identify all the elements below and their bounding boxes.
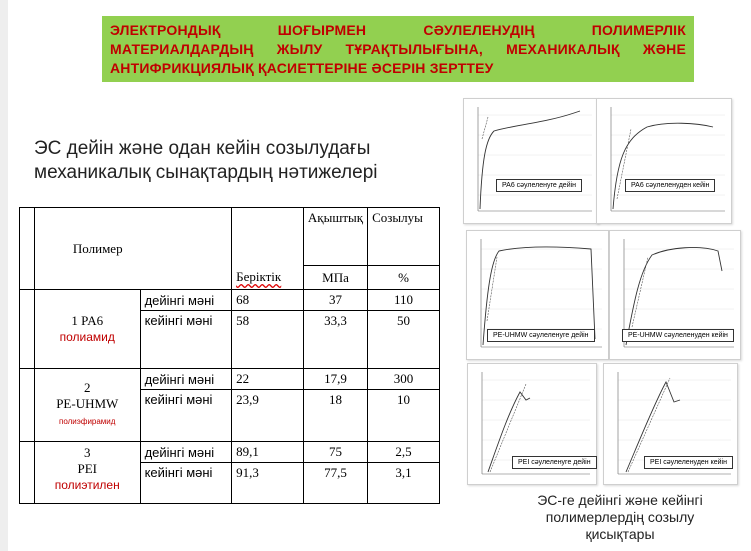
- chart-label: PA6 сәулеленуге дейін: [496, 179, 582, 192]
- row-2-before-strength: 22: [232, 369, 304, 390]
- row-3-before-yield: 75: [303, 442, 367, 463]
- row-1-name: PA6: [81, 313, 104, 328]
- slide-left-gutter: [0, 0, 8, 551]
- row-1-before-elongation: 110: [368, 290, 440, 311]
- row-1-before-strength: 68: [232, 290, 304, 311]
- row-3-before-elongation: 2,5: [368, 442, 440, 463]
- row-1-after-strength: 58: [232, 311, 304, 369]
- table-header-row: [20, 208, 440, 266]
- row-2-number: 2: [84, 380, 91, 395]
- header-strength: [232, 208, 304, 290]
- row-3-before-strength: 89,1: [232, 442, 304, 463]
- header-yield: Ақыштық: [303, 208, 367, 266]
- chart-pei-before: [467, 363, 597, 485]
- table-row: [20, 442, 440, 463]
- row-2-after-label: кейінгі мәні: [140, 390, 232, 442]
- row-2-before-elongation: 300: [368, 369, 440, 390]
- row-1-after-elongation: 50: [368, 311, 440, 369]
- row-3-before-label: дейінгі мәні: [140, 442, 232, 463]
- slide-title: [102, 16, 694, 82]
- row-3-number: 3: [84, 445, 91, 460]
- row-1-after-label: кейінгі мәні: [140, 311, 232, 369]
- header-strength-label: Беріктік: [236, 269, 282, 284]
- row-1-number: 1: [71, 313, 78, 328]
- row-2-spacer: [20, 369, 35, 442]
- row-1-polymer-cell: [34, 290, 140, 369]
- row-1-before-yield: 37: [303, 290, 367, 311]
- chart-label: PE-UHMW сәулеленуге дейін: [487, 329, 595, 342]
- caption-line-1: ЭС-ге дейінгі және кейінгі: [537, 492, 703, 508]
- section-subtitle: [34, 137, 434, 185]
- row-2-after-elongation: 10: [368, 390, 440, 442]
- caption-line-3: қисықтары: [585, 526, 655, 542]
- table-corner-cell: [20, 208, 35, 290]
- subtitle-line-1: ЭС дейін және одан кейін созылудағы: [34, 138, 371, 159]
- chart-pa6-before: [463, 98, 599, 224]
- title-line-2: МАТЕРИАЛДАРДЫҢ ЖЫЛУ ТҰРАҚТЫЛЫҒЫНА, МЕХАНИКАЛЫҚ ЖӘНЕ: [110, 41, 686, 57]
- charts-caption: [515, 492, 725, 543]
- title-line-1: ЭЛЕКТРОНДЫҚ ШОҒЫРМЕН СӘУЛЕЛЕНУДІҢ ПОЛИМЕРЛІК: [110, 22, 686, 38]
- row-2-before-yield: 17,9: [303, 369, 367, 390]
- row-3-subname: полиэтилен: [54, 478, 120, 492]
- row-3-spacer: [20, 442, 35, 504]
- caption-line-2: полимерлердің созылу: [545, 509, 695, 525]
- row-3-after-strength: 91,3: [232, 463, 304, 504]
- chart-plot: [464, 99, 598, 223]
- row-3-after-elongation: 3,1: [368, 463, 440, 504]
- chart-pei-after: [603, 363, 738, 485]
- chart-plot: [597, 99, 731, 223]
- chart-peuhmw-before: [466, 230, 609, 360]
- row-3-name: PEI: [77, 461, 97, 476]
- row-3-after-yield: 77,5: [303, 463, 367, 504]
- row-1-after-yield: 33,3: [303, 311, 367, 369]
- row-2-after-strength: 23,9: [232, 390, 304, 442]
- row-3-after-label: кейінгі мәні: [140, 463, 232, 504]
- table-row: [20, 369, 440, 390]
- title-line-3: АНТИФРИКЦИЯЛЫҚ ҚАСИЕТТЕРІНЕ ӘСЕРІН ЗЕРТТЕУ: [110, 60, 494, 76]
- row-2-before-label: дейінгі мәні: [140, 369, 232, 390]
- row-2-after-yield: 18: [303, 390, 367, 442]
- results-table: [19, 207, 440, 504]
- row-1-before-label: дейінгі мәні: [140, 290, 232, 311]
- row-1-spacer: [20, 290, 35, 369]
- chart-label: PEI сәулеленуден кейін: [644, 456, 733, 469]
- chart-label: PE-UHMW сәулеленуден кейін: [622, 329, 734, 342]
- chart-pa6-after: [596, 98, 732, 224]
- row-1-subname: полиамид: [59, 330, 115, 344]
- row-3-polymer-cell: [34, 442, 140, 504]
- chart-label: PA6 сәулеленуден кейін: [625, 179, 715, 192]
- chart-label: PEI сәулеленуге дейін: [512, 456, 597, 469]
- chart-peuhmw-after: [609, 230, 741, 360]
- unit-mpa: МПа: [303, 266, 367, 290]
- header-elongation: Созылуы: [368, 208, 440, 266]
- header-polymer: Полимер: [34, 208, 231, 290]
- row-2-subname: полиэфирамид: [59, 417, 116, 426]
- subtitle-line-2: механикалық сынақтардың нәтижелері: [34, 162, 378, 183]
- table-row: [20, 290, 440, 311]
- unit-percent: %: [368, 266, 440, 290]
- row-2-name: PE-UHMW: [56, 396, 119, 411]
- row-2-polymer-cell: [34, 369, 140, 442]
